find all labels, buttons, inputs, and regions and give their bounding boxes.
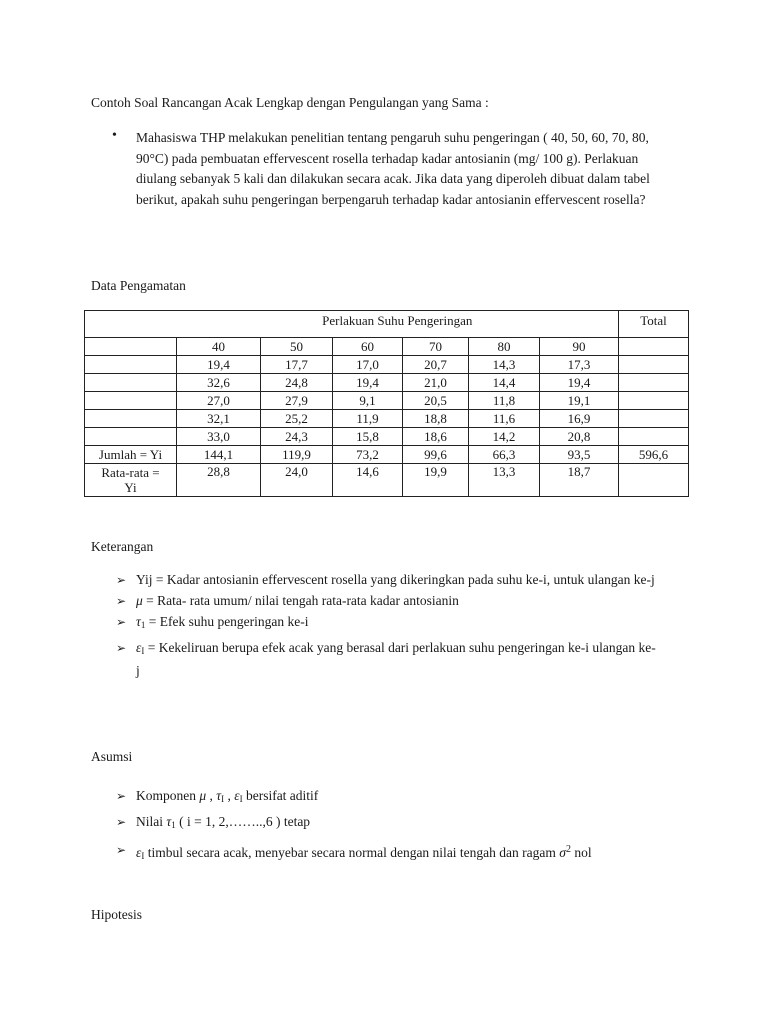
table-cell [85,392,177,410]
table-cell: 32,6 [177,374,261,392]
table-cell [619,464,689,497]
asumsi-text: Komponen [136,788,200,803]
list-item [116,786,656,809]
epsilon-subscript: I [141,851,145,861]
temperature-header: 80 [469,338,540,356]
table-cell: 15,8 [333,428,403,446]
table-cell: 27,0 [177,392,261,410]
table-cell: 14,3 [469,356,540,374]
list-item [116,612,656,635]
table-cell: 25,2 [261,410,333,428]
list-item [116,570,656,590]
table-cell: 13,3 [469,464,540,497]
table-cell [619,410,689,428]
jumlah-total: 596,6 [619,446,689,464]
table-cell: 18,6 [403,428,469,446]
epsilon-symbol: ε [136,640,142,655]
arrow-bullet-icon: ➢ [116,615,127,629]
observation-table [84,310,689,497]
list-item [116,840,656,866]
list-item [116,812,656,835]
table-cell: 19,9 [403,464,469,497]
table-cell: 99,6 [403,446,469,464]
table-cell: 19,1 [540,392,619,410]
tau-subscript: I [221,794,225,804]
table-cell [619,356,689,374]
arrow-bullet-icon: ➢ [116,641,127,655]
table-cell [619,374,689,392]
temperature-header: 70 [403,338,469,356]
table-cell: 14,4 [469,374,540,392]
table-cell: 24,0 [261,464,333,497]
table-cell: 11,9 [333,410,403,428]
mu-symbol: μ [199,788,207,803]
table-cell: 73,2 [333,446,403,464]
table-cell: 20,7 [403,356,469,374]
arrow-bullet-icon: ➢ [116,843,127,857]
table-cell: 20,8 [540,428,619,446]
table-cell: 144,1 [177,446,261,464]
data-section-heading: Data Pengamatan [91,278,186,293]
table-row [85,392,689,410]
sigma-superscript: 2 [565,844,571,855]
list-item [116,638,656,681]
table-cell: 27,9 [261,392,333,410]
table-cell: 93,5 [540,446,619,464]
table-corner-cell [85,311,177,338]
epsilon-symbol: ε [234,788,240,803]
table-row [85,410,689,428]
table-cell: 11,6 [469,410,540,428]
arrow-bullet-icon: ➢ [116,594,127,608]
table-cell [85,428,177,446]
arrow-bullet-icon: ➢ [116,815,127,829]
group-header: Perlakuan Suhu Pengeringan [177,311,619,338]
bullet-icon: • [112,128,117,143]
table-row [85,356,689,374]
table-cell: 19,4 [540,374,619,392]
table-cell: 14,2 [469,428,540,446]
keterangan-text: Yij = Kadar antosianin effervescent rosella yang dikeringkan pada suhu ke-i, untuk ulangan ke-j [136,572,655,587]
table-cell [85,410,177,428]
table-cell [85,374,177,392]
table-cell: 17,3 [540,356,619,374]
list-item [116,591,656,611]
keterangan-text: = Rata- rata umum/ nilai tengah rata-rata kadar antosianin [142,593,459,608]
table-cell [85,356,177,374]
table-cell: 24,8 [261,374,333,392]
mu-symbol: μ [136,593,143,608]
temperature-header: 40 [177,338,261,356]
table-cell: 32,1 [177,410,261,428]
arrow-bullet-icon: ➢ [116,789,127,803]
table-row [85,428,689,446]
table-cell [619,428,689,446]
table-cell: 16,9 [540,410,619,428]
asumsi-text: nol [570,845,592,860]
table-cell: 11,8 [469,392,540,410]
tau-symbol: τ [136,614,141,629]
table-cell: 18,8 [403,410,469,428]
jumlah-label: Jumlah = Yi [85,446,177,464]
table-cell: 28,8 [177,464,261,497]
tau-subscript: 1 [140,620,146,630]
temperature-header: 90 [540,338,619,356]
separator: , [224,788,235,803]
table-cell: 9,1 [333,392,403,410]
table-cell: 24,3 [261,428,333,446]
asumsi-text: timbul secara acak, menyebar secara normal dengan nilai tengah dan ragam [144,845,560,860]
table-cell: 19,4 [333,374,403,392]
table-cell: 17,0 [333,356,403,374]
tau-subscript: 1 [171,820,176,830]
total-header: Total [619,311,689,338]
epsilon-subscript: I [141,646,145,656]
table-cell: 18,7 [540,464,619,497]
tau-symbol: τ [216,788,222,803]
table-cell: 21,0 [403,374,469,392]
asumsi-heading: Asumsi [91,749,133,764]
keterangan-heading: Keterangan [91,539,154,554]
table-row [85,374,689,392]
temperature-header: 50 [261,338,333,356]
separator: , [206,788,217,803]
table-cell: 14,6 [333,464,403,497]
rata-rata-row [85,464,689,497]
table-cell: 20,5 [403,392,469,410]
table-cell: 66,3 [469,446,540,464]
problem-text: Mahasiswa THP melakukan penelitian tentang pengaruh suhu pengeringan ( 40, 50, 60, 70, 80, 90°C) pada pembuatan effervescent rosella terhadap kadar antosianin (mg/ 100 g). Perlakuan diulang sebanyak 5 kali dan dilakukan secara acak. Jika data yang diperoleh dibuat dalam tabel berikut, apakah suhu pengeringan berpengaruh terhadap kadar antosianin effervescent rosella? [136,130,650,207]
asumsi-text: Nilai [136,814,167,829]
temperature-header: 60 [333,338,403,356]
arrow-bullet-icon: ➢ [116,573,127,587]
table-cell: 33,0 [177,428,261,446]
rata-rata-label-line-2: Yi [124,480,137,495]
table-cell [85,338,177,356]
epsilon-subscript: I [239,794,243,804]
keterangan-text: = Efek suhu pengeringan ke-i [145,614,309,629]
table-cell: 19,4 [177,356,261,374]
table-cell: 17,7 [261,356,333,374]
rata-rata-label-line-1: Rata-rata = [101,465,160,480]
jumlah-row [85,446,689,464]
keterangan-list [116,570,656,681]
asumsi-text: ( i = 1, 2,……..,6 ) tetap [175,814,311,829]
epsilon-symbol: ε [136,845,142,860]
sigma-symbol: σ [559,845,566,860]
asumsi-list [116,786,656,866]
keterangan-text: = Kekeliruan berupa efek acak yang berasal dari perlakuan suhu pengeringan ke-i ulangan ke-j [136,640,656,678]
page-title: Contoh Soal Rancangan Acak Lengkap dengan Pengulangan yang Sama : [91,95,489,110]
table-cell: 119,9 [261,446,333,464]
asumsi-text: bersifat aditif [242,788,319,803]
rata-rata-label [85,464,177,497]
temperature-header-row [85,338,689,356]
hipotesis-heading: Hipotesis [91,907,143,922]
table-cell [619,392,689,410]
tau-symbol: τ [166,814,172,829]
table-cell [619,338,689,356]
